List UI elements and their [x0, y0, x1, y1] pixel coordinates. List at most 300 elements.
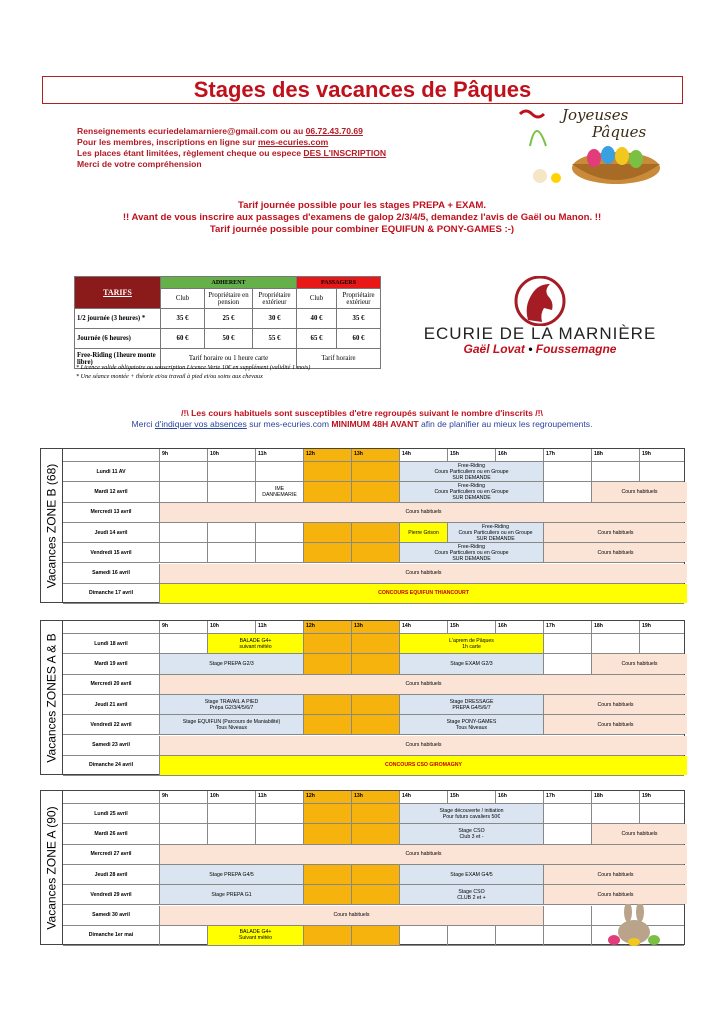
event-text: Tous Niveaux [455, 724, 488, 731]
event-text: Cours habituels [621, 488, 658, 495]
schedule-event [159, 584, 687, 603]
hour-header: 10h [207, 449, 255, 461]
warn-b: d'indiquer vos absences [154, 419, 247, 429]
time-cell [351, 634, 399, 653]
hour-header: 9h [159, 449, 207, 461]
event-text: Cours habituels [405, 570, 442, 577]
day-row [63, 584, 684, 604]
day-row [63, 736, 684, 756]
warning-block [60, 408, 664, 430]
price-cell: 55 € [253, 329, 297, 349]
title-box [42, 76, 683, 104]
schedule-event [399, 654, 543, 673]
day-row [63, 695, 684, 715]
info-emph: DES L'INSCRIPTION [303, 148, 387, 158]
event-text: Stage PREPA G1 [211, 891, 252, 898]
time-cell [351, 462, 399, 481]
event-text: Stage PREPA G4/5 [209, 871, 254, 878]
event-text: CONCOURS EQUIFUN THIANCOURT [378, 590, 469, 597]
event-text: Cours habituels [597, 891, 634, 898]
hour-header: 16h [495, 449, 543, 461]
paques-line1: Joyeuses [562, 106, 629, 124]
price-cell: 30 € [253, 309, 297, 329]
day-row [63, 654, 684, 674]
hour-header: 10h [207, 621, 255, 633]
day-row [63, 715, 684, 735]
time-cell [639, 634, 687, 653]
time-cell [591, 804, 639, 823]
schedule-event [207, 634, 303, 653]
day-label: Samedi 30 avril [92, 912, 130, 919]
day-label: Samedi 16 avril [92, 570, 130, 577]
warning-line2 [60, 419, 664, 430]
note-seance: * Une séance montée + théorie et/ou travail à pied et/ou soins aux chevaux [76, 373, 263, 380]
schedule-event [255, 482, 303, 501]
day-label: Dimanche 17 avril [88, 590, 134, 597]
schedule-event [399, 865, 543, 884]
schedule-zone [40, 620, 685, 775]
row-half-day: 1/2 journée (3 heures) * [75, 309, 161, 329]
schedule-grid [63, 449, 684, 602]
schedule-event [159, 906, 543, 925]
schedule-event [591, 654, 687, 673]
notice-line3: Tarif journée possible pour combiner EQUIFUN & PONY-GAMES :-) [209, 224, 515, 235]
day-label: Lundi 18 avril [94, 640, 128, 647]
schedule-event [159, 715, 303, 734]
event-text: Free-Riding [457, 462, 486, 469]
col-club-pass: Club [297, 289, 337, 309]
day-label: Mercredi 27 avril [90, 851, 132, 858]
schedule-event [159, 885, 303, 904]
day-label: Mardi 19 avril [94, 660, 128, 667]
day-label: Vendredi 15 avril [90, 549, 132, 556]
event-text: Stage EXAM G4/5 [450, 871, 493, 878]
day-label: Mercredi 20 avril [90, 681, 132, 688]
price-cell: 25 € [205, 309, 253, 329]
day-row [63, 906, 684, 926]
row-free-riding: Free-Riding (1heure monte libre) [75, 349, 161, 369]
price-cell: 40 € [297, 309, 337, 329]
hour-header: 15h [447, 449, 495, 461]
hour-header: 14h [399, 791, 447, 803]
notice-line1: Tarif journée possible pour les stages PREPA + EXAM. [238, 200, 486, 211]
time-cell [159, 824, 207, 843]
day-label: Lundi 25 avril [94, 810, 128, 817]
schedule-event [543, 715, 687, 734]
email-link[interactable]: ecuriedelamarniere@gmail.com [148, 126, 278, 136]
time-cell [303, 824, 351, 843]
day-row [63, 804, 684, 824]
hour-header: 15h [447, 621, 495, 633]
time-cell [303, 654, 351, 673]
day-row [63, 756, 684, 776]
event-text: Free-Riding [457, 482, 486, 489]
hour-header: 12h [303, 621, 351, 633]
hour-header: 9h [159, 791, 207, 803]
time-cell [447, 926, 495, 945]
time-cell [639, 462, 687, 481]
passager-header: PASSAGERS [297, 277, 381, 289]
hour-header: 9h [159, 621, 207, 633]
time-cell [351, 824, 399, 843]
row-day: Journée (6 heures) [75, 329, 161, 349]
page-title: Stages des vacances de Pâques [193, 77, 532, 102]
time-cell [159, 523, 207, 542]
hour-header: 17h [543, 449, 591, 461]
schedule-event [159, 564, 687, 583]
schedule-event [399, 543, 543, 562]
hour-header: 11h [255, 449, 303, 461]
event-text: suivant météo [239, 643, 272, 650]
schedule-event [159, 503, 687, 522]
time-cell [303, 462, 351, 481]
event-text: Stage EQUIFUN (Parcours de Maniabilité) [182, 718, 281, 725]
time-cell [207, 824, 255, 843]
hour-header: 19h [639, 791, 687, 803]
schedule-event [399, 715, 543, 734]
hour-header: 11h [255, 621, 303, 633]
zone-label-text: Vacances ZONE A (90) [44, 805, 59, 930]
hour-header: 19h [639, 449, 687, 461]
event-text: Stage CSO [458, 827, 485, 834]
day-label: Mercredi 13 avril [90, 509, 132, 516]
event-text: SUR DEMANDE [452, 474, 491, 481]
event-text: PREPA G4/5/6/7 [452, 704, 491, 711]
day-row [63, 845, 684, 865]
time-cell [639, 804, 687, 823]
event-text: DANNEMARIE [262, 491, 297, 498]
time-cell [351, 804, 399, 823]
hour-header-row [63, 621, 684, 634]
time-cell [303, 865, 351, 884]
event-text: Cours habituels [405, 681, 442, 688]
notice-line2: !! Avant de vous inscrire aux passages d'examens de galop 2/3/4/5, demandez l'avis de Gaël ou Manon. !! [122, 212, 602, 223]
schedule-event [399, 824, 543, 843]
time-cell [303, 926, 351, 945]
day-label: Dimanche 24 avril [88, 762, 134, 769]
hour-header: 13h [351, 621, 399, 633]
free-passager: Tarif horaire [297, 349, 381, 369]
time-cell [399, 926, 447, 945]
schedule-event [159, 736, 687, 755]
col-exterieur-pass: Propriétaire extérieur [337, 289, 381, 309]
price-cell: 35 € [161, 309, 205, 329]
event-text: SUR DEMANDE [452, 494, 491, 501]
event-text: Free-Riding [457, 543, 486, 550]
tarifs-header: TARIFS [75, 277, 161, 309]
schedule-event [399, 695, 543, 714]
warn-a: Merci [131, 419, 155, 429]
hour-header: 17h [543, 621, 591, 633]
time-cell [303, 523, 351, 542]
hour-header: 17h [543, 791, 591, 803]
time-cell [255, 824, 303, 843]
price-cell: 60 € [161, 329, 205, 349]
logo-sep: • [528, 342, 533, 356]
tarifs-table [74, 276, 381, 369]
schedule-event [543, 885, 687, 904]
zone-label [41, 449, 63, 602]
warn-d: MINIMUM 48H AVANT [331, 419, 419, 429]
hour-header: 14h [399, 621, 447, 633]
event-text: SUR DEMANDE [476, 535, 515, 542]
day-row [63, 885, 684, 905]
schedule-event [399, 804, 543, 823]
schedule-grid [63, 791, 684, 944]
tarifs-notes [76, 363, 310, 381]
schedule-event [159, 654, 303, 673]
time-cell [351, 885, 399, 904]
zone-label [41, 791, 63, 944]
event-text: Cours Particuliers ou en Groupe [434, 488, 509, 495]
price-cell: 35 € [337, 309, 381, 329]
note-licence: * Licence valide obligatoire ou souscription Licence Verte 10€ en supplément (validité 1 mois) [76, 364, 311, 371]
day-row [63, 523, 684, 543]
paques-line2: Pâques [592, 123, 647, 141]
event-text: Cours Particuliers ou en Groupe [434, 549, 509, 556]
schedule-event [399, 523, 447, 542]
day-label: Vendredi 29 avril [90, 891, 132, 898]
logo-name: Gaël Lovat [463, 342, 525, 356]
ecurie-logo [418, 276, 662, 362]
event-text: Stage DRESSAGE [449, 698, 494, 705]
event-text: Tous Niveaux [215, 724, 248, 731]
time-cell [303, 804, 351, 823]
schedule-event [159, 675, 687, 694]
time-cell [351, 715, 399, 734]
time-cell [159, 804, 207, 823]
hour-header: 18h [591, 449, 639, 461]
schedule-event [543, 543, 687, 562]
hour-header: 18h [591, 621, 639, 633]
event-text: Stage PREPA G2/3 [209, 660, 254, 667]
event-text: Cours habituels [333, 912, 370, 919]
day-label: Mardi 12 avril [94, 488, 128, 495]
logo-subtitle [418, 342, 662, 356]
time-cell [255, 462, 303, 481]
event-text: Cours habituels [597, 701, 634, 708]
time-cell [303, 715, 351, 734]
schedule-event [543, 865, 687, 884]
hour-header: 14h [399, 449, 447, 461]
time-cell [255, 804, 303, 823]
info-online: Pour les membres, inscriptions en ligne sur [77, 137, 258, 147]
info-mid: ou au [277, 126, 306, 136]
time-cell [159, 634, 207, 653]
time-cell [495, 926, 543, 945]
event-text: CONCOURS CSO GIROMAGNY [385, 762, 462, 769]
event-text: Cours habituels [405, 742, 442, 749]
schedule-event [159, 695, 303, 714]
time-cell [303, 543, 351, 562]
day-row [63, 634, 684, 654]
time-cell [591, 462, 639, 481]
day-row [63, 865, 684, 885]
time-cell [351, 654, 399, 673]
day-label: Dimanche 1er mai [88, 932, 134, 939]
schedule-event [399, 885, 543, 904]
time-cell [543, 804, 591, 823]
event-text: L'aprem de Pâques [449, 637, 494, 644]
col-exterieur: Propriétaire extérieur [253, 289, 297, 309]
hour-header-row [63, 791, 684, 804]
col-club: Club [161, 289, 205, 309]
schedule-event [159, 865, 303, 884]
day-label: Jeudi 21 avril [94, 701, 128, 708]
event-text: Free-Riding [481, 523, 510, 530]
hour-header: 11h [255, 791, 303, 803]
day-row [63, 482, 684, 502]
zone-label-text: Vacances ZONES A & B [44, 632, 59, 763]
time-cell [303, 695, 351, 714]
col-pension: Propriétaire en pension [205, 289, 253, 309]
time-cell [543, 906, 591, 925]
schedule-event [399, 482, 543, 501]
hour-header: 16h [495, 791, 543, 803]
price-cell: 50 € [205, 329, 253, 349]
hour-header: 12h [303, 449, 351, 461]
schedule-event [591, 824, 687, 843]
time-cell [207, 804, 255, 823]
event-text: Stage TRAVAIL A PIED [204, 698, 259, 705]
time-cell [303, 482, 351, 501]
schedule-zone [40, 448, 685, 603]
time-cell [543, 634, 591, 653]
day-row [63, 675, 684, 695]
info-prefix: Renseignements [77, 126, 149, 136]
time-cell [207, 462, 255, 481]
time-cell [591, 634, 639, 653]
event-text: Club 3 et - [459, 833, 484, 840]
day-label: Samedi 23 avril [92, 742, 130, 749]
time-cell [543, 654, 591, 673]
easter-illustration [516, 106, 676, 192]
day-label: Jeudi 14 avril [94, 529, 128, 536]
event-text: CLUB 2 et + [457, 894, 486, 901]
day-row [63, 926, 684, 946]
hour-header: 10h [207, 791, 255, 803]
event-text: Cours habituels [597, 549, 634, 556]
event-text: IME [274, 485, 285, 492]
event-text: BALADE G4+ [239, 929, 272, 936]
event-text: Cours habituels [621, 830, 658, 837]
warning-line1: /!\ Les cours habituels sont susceptibles d'etre regroupés suivant le nombre d'inscrits /!\ [181, 408, 543, 418]
event-text: Stage CSO [458, 888, 485, 895]
zone-label [41, 621, 63, 774]
day-row [63, 503, 684, 523]
event-text: Cours habituels [405, 851, 442, 858]
event-text: Prépa G2/3/4/5/6/7 [209, 704, 254, 711]
day-label: Mardi 26 avril [94, 830, 128, 837]
logo-brand: ECURIE DE LA MARNIÈRE [423, 324, 657, 343]
schedule-event [399, 462, 543, 481]
schedule-event [159, 756, 687, 775]
time-cell [207, 543, 255, 562]
info-payment: Les places étant limitées, règlement cheque ou espece [77, 148, 304, 158]
schedule-event [543, 523, 687, 542]
schedule-event [159, 845, 687, 864]
free-adherent: Tarif horaire ou 1 heure carte [161, 349, 297, 369]
hour-header: 12h [303, 791, 351, 803]
time-cell [303, 634, 351, 653]
schedule-event [447, 523, 543, 542]
event-text: Pierre Grison [408, 529, 439, 536]
info-thanks: Merci de votre compréhension [77, 159, 202, 169]
time-cell [351, 543, 399, 562]
event-text: Suivant météo [238, 935, 273, 942]
hour-header: 18h [591, 791, 639, 803]
time-cell [351, 865, 399, 884]
event-text: Stage découverte / initiation [439, 807, 504, 814]
time-cell [207, 482, 255, 501]
day-label: Jeudi 28 avril [94, 871, 128, 878]
easter-bunny-icon [604, 904, 664, 946]
time-cell [351, 695, 399, 714]
hour-header: 15h [447, 791, 495, 803]
hour-header: 19h [639, 621, 687, 633]
event-text: Cours habituels [405, 509, 442, 516]
time-cell [255, 543, 303, 562]
time-cell [255, 523, 303, 542]
time-cell [351, 482, 399, 501]
schedule-event [207, 926, 303, 945]
time-cell [543, 824, 591, 843]
time-cell [543, 926, 591, 945]
time-cell [159, 543, 207, 562]
event-text: Cours habituels [621, 660, 658, 667]
hour-header: 13h [351, 791, 399, 803]
event-text: Cours habituels [597, 529, 634, 536]
event-text: Cours Particuliers ou en Groupe [458, 529, 533, 536]
schedule-event [543, 695, 687, 714]
schedule-event [591, 482, 687, 501]
event-text: Cours Particuliers ou en Groupe [434, 468, 509, 475]
time-cell [543, 462, 591, 481]
time-cell [207, 523, 255, 542]
warn-c: sur mes-ecuries.com [246, 419, 332, 429]
event-text: 1h carte [462, 643, 481, 650]
hour-header-row [63, 449, 684, 462]
day-row [63, 564, 684, 584]
event-text: SUR DEMANDE [452, 555, 491, 562]
event-text: BALADE G4+ [239, 637, 272, 644]
event-text: Stage EXAM G2/3 [450, 660, 493, 667]
time-cell [159, 926, 207, 945]
event-text: Pour futurs cavaliers 50€ [442, 813, 501, 820]
time-cell [159, 462, 207, 481]
info-block [77, 126, 517, 170]
time-cell [351, 523, 399, 542]
day-row [63, 824, 684, 844]
zone-label-text: Vacances ZONE B (68) [44, 463, 59, 588]
day-label: Vendredi 22 avril [90, 721, 132, 728]
time-cell [159, 482, 207, 501]
horse-head-icon [510, 276, 570, 326]
event-text: Cours habituels [597, 871, 634, 878]
schedule-zone [40, 790, 685, 945]
hour-header: 13h [351, 449, 399, 461]
price-cell: 65 € [297, 329, 337, 349]
time-cell [543, 482, 591, 501]
schedule-event [399, 634, 543, 653]
adherent-header: ADHERENT [161, 277, 297, 289]
event-text: Cours habituels [597, 721, 634, 728]
site-link[interactable]: mes-ecuries.com [258, 137, 329, 147]
hour-header: 16h [495, 621, 543, 633]
notice-block [60, 200, 664, 236]
day-row [63, 462, 684, 482]
logo-place: Foussemagne [535, 342, 617, 356]
